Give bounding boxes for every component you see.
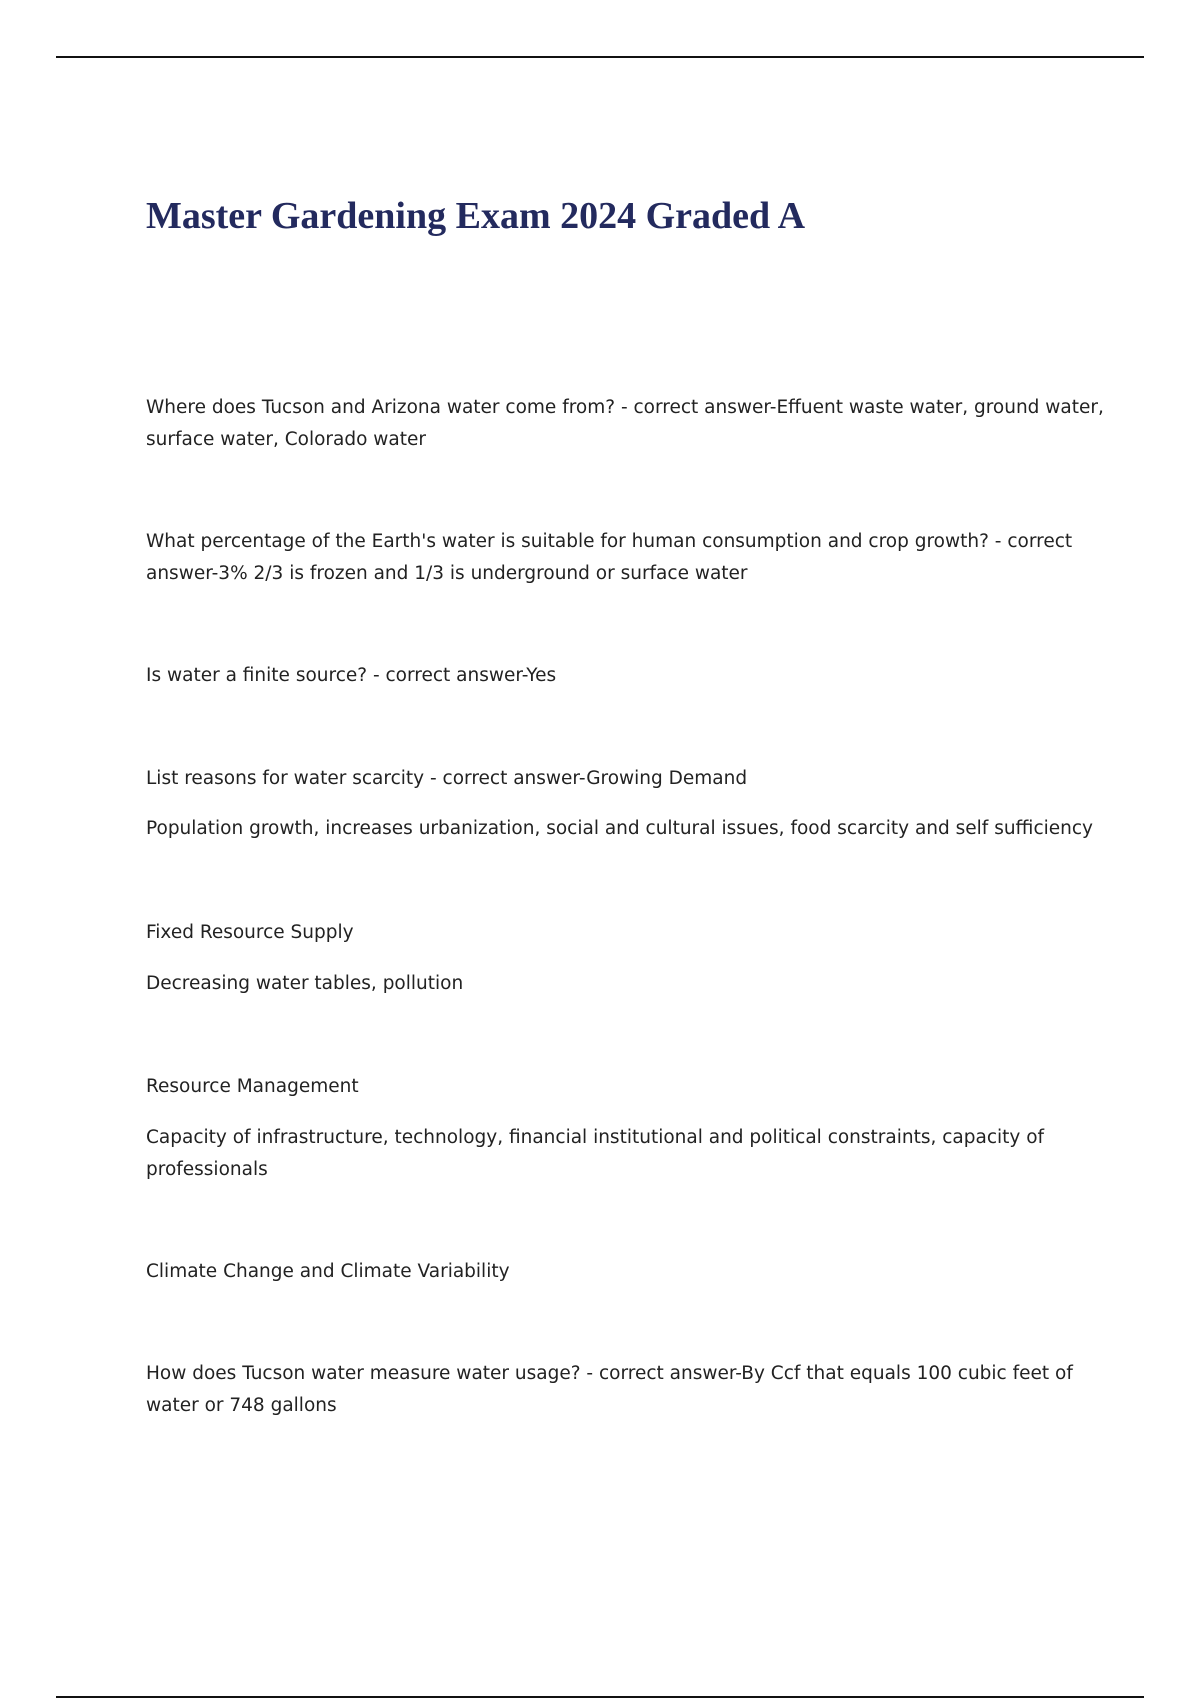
heading-fixed-resource-supply: Fixed Resource Supply xyxy=(146,922,354,943)
heading-climate-change: Climate Change and Climate Variability xyxy=(146,1261,510,1282)
qa-paragraph-scarcity-reasons: List reasons for water scarcity - correct answer-Growing Demand xyxy=(146,768,748,789)
heading-resource-management: Resource Management xyxy=(146,1076,359,1097)
document-title: Master Gardening Exam 2024 Graded A xyxy=(146,195,806,237)
qa-paragraph-water-source: Where does Tucson and Arizona water come from? - correct answer-Effuent waste water, ground water, surface water, Colorado water xyxy=(146,397,1104,450)
bottom-rule xyxy=(56,1696,1144,1698)
detail-resource-management: Capacity of infrastructure, technology, financial institutional and political constraints, capacity of professionals xyxy=(146,1127,1045,1180)
top-rule xyxy=(56,56,1144,58)
detail-growing-demand: Population growth, increases urbanization, social and cultural issues, food scarcity and self sufficiency xyxy=(146,818,1093,839)
qa-paragraph-water-usage: How does Tucson water measure water usage? - correct answer-By Ccf that equals 100 cubic feet of water or 748 gallons xyxy=(146,1363,1073,1416)
qa-paragraph-water-percentage: What percentage of the Earth's water is suitable for human consumption and crop growth? - correct answer-3% 2/3 is frozen and 1/3 is underground or surface water xyxy=(146,531,1073,584)
qa-paragraph-finite-source: Is water a finite source? - correct answer-Yes xyxy=(146,665,557,686)
detail-fixed-resource-supply: Decreasing water tables, pollution xyxy=(146,973,464,994)
